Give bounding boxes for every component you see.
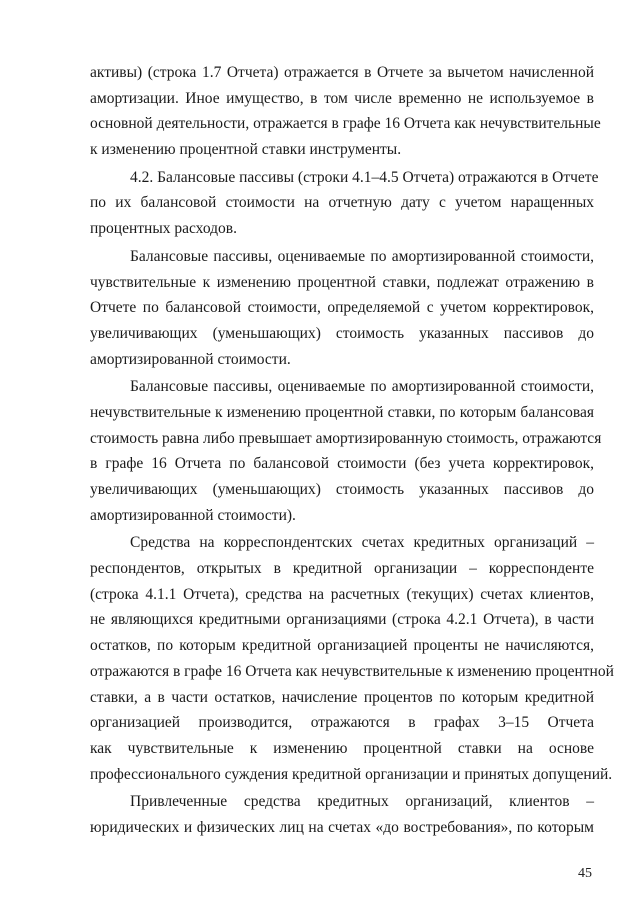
text-line: не являющихся кредитными организациями (строка 4.2.1 Отчета), в части xyxy=(90,611,594,629)
text-line: активы) (строка 1.7 Отчета) отражается в Отчете за вычетом начисленной xyxy=(90,64,594,81)
text-line: процентных расходов. xyxy=(90,220,237,238)
text-line: респондентов, открытых в кредитной организации – корреспонденте xyxy=(90,560,594,578)
text-line: стоимость равна либо превышает амортизированную стоимость, отражаются xyxy=(90,429,602,447)
page-number: 45 xyxy=(578,866,592,881)
text-line: амортизированной стоимости). xyxy=(90,506,296,524)
text-line: увеличивающих (уменьшающих) стоимость указанных пассивов до xyxy=(90,324,594,342)
text-line: организацией производится, отражаются в графах 3–15 Отчета xyxy=(90,714,594,732)
text-line: Средства на корреспондентских счетах кредитных организаций – xyxy=(130,534,594,552)
text-line: Отчете по балансовой стоимости, определяемой с учетом корректировок, xyxy=(90,299,594,317)
text-line: 4.2. Балансовые пассивы (строки 4.1–4.5 Отчета) отражаются в Отчете xyxy=(130,168,599,186)
text-line: к изменению процентной ставки инструменты. xyxy=(90,141,402,159)
text-line: чувствительные к изменению процентной ставки, подлежат отражению в xyxy=(90,273,594,291)
text-line: основной деятельности, отражается в графе 16 Отчета как нечувствительные xyxy=(90,115,601,133)
text-line: Балансовые пассивы, оцениваемые по амортизированной стоимости, xyxy=(130,378,594,396)
text-line: амортизации. Иное имущество, в том числе временно не используемое в xyxy=(90,89,594,107)
text-line: увеличивающих (уменьшающих) стоимость указанных пассивов до xyxy=(90,481,594,498)
text-line: юридических и физических лиц на счетах «до востребования», по которым xyxy=(90,818,594,836)
text-line: (строка 4.1.1 Отчета), средства на расчетных (текущих) счетах клиентов, xyxy=(90,585,594,603)
text-line: в графе 16 Отчета по балансовой стоимости (без учета корректировок, xyxy=(90,455,594,473)
text-line: как чувствительные к изменению процентной ставки на основе xyxy=(90,739,594,757)
text-line: по их балансовой стоимости на отчетную дату с учетом наращенных xyxy=(90,194,594,212)
text-line: отражаются в графе 16 Отчета как нечувствительные к изменению процентной xyxy=(90,662,614,680)
text-line: Балансовые пассивы, оцениваемые по амортизированной стоимости, xyxy=(130,247,594,265)
text-line: нечувствительные к изменению процентной ставки, по которым балансовая xyxy=(90,403,594,421)
text-line: амортизированной стоимости. xyxy=(90,350,291,368)
text-line: остатков, по которым кредитной организацией проценты не начисляются, xyxy=(90,637,594,655)
text-line: Привлеченные средства кредитных организаций, клиентов – xyxy=(130,793,594,811)
body-text xyxy=(90,60,614,841)
text-line: ставки, а в части остатков, начисление процентов по которым кредитной xyxy=(90,688,594,706)
text-line: профессионального суждения кредитной организации и принятых допущений. xyxy=(90,765,613,783)
